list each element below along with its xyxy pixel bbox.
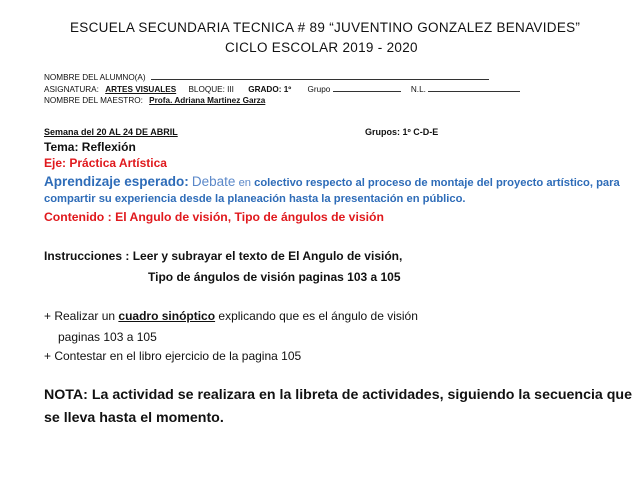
activity-prefix: + Realizar un — [44, 309, 116, 323]
activity-item — [44, 309, 418, 323]
group-label: Grupo — [307, 85, 331, 94]
instructions-line-2: Tipo de ángulos de visión paginas 103 a 105 — [148, 270, 401, 284]
activity-suffix: explicando que es el ángulo de visión — [218, 309, 418, 323]
content-title: Contenido : El Angulo de visión, Tipo de ángulos de visión — [44, 210, 384, 224]
expected-learning-word: Debate — [191, 174, 236, 189]
note-text: La actividad se realizara en la libreta de actividades, siguiendo la secuencia que se lleva hasta el momento. — [44, 387, 632, 426]
student-name-line — [151, 72, 489, 80]
topic-title: Tema: Reflexión — [44, 140, 136, 154]
expected-learning — [44, 174, 624, 207]
week-label: Semana del 20 AL 24 DE ABRIL — [44, 127, 178, 137]
student-name-row — [44, 72, 489, 82]
subject-value: ARTES VISUALES — [105, 85, 177, 94]
note — [44, 384, 634, 430]
subject-row — [44, 84, 520, 94]
activity-pages: paginas 103 a 105 — [58, 330, 157, 344]
instructions-line-1: Instrucciones : Leer y subrayar el texto de El Angulo de visión, — [44, 249, 403, 263]
student-name-label: NOMBRE DEL ALUMNO(A) — [44, 73, 146, 82]
expected-learning-word: en — [238, 177, 252, 189]
grade-label: GRADO: 1º — [248, 85, 292, 94]
nl-label: N.L. — [410, 85, 426, 94]
axis-title: Eje: Práctica Artística — [44, 156, 167, 170]
teacher-label: NOMBRE DEL MAESTRO: — [44, 96, 143, 105]
block-label: BLOQUE: III — [188, 85, 234, 94]
group-line — [333, 84, 401, 92]
school-cycle: CICLO ESCOLAR 2019 - 2020 — [225, 40, 418, 55]
teacher-value: Profa. Adriana Martinez Garza — [149, 96, 266, 105]
school-name: ESCUELA SECUNDARIA TECNICA # 89 “JUVENTINO GONZALEZ BENAVIDES” — [70, 20, 581, 35]
teacher-row — [44, 96, 265, 105]
groups-label: Grupos: 1º C-D-E — [365, 127, 439, 137]
subject-label: ASIGNATURA: — [44, 85, 99, 94]
expected-learning-label: Aprendizaje esperado: — [44, 174, 189, 189]
expected-learning-text: colectivo respecto al proceso de montaje del proyecto artístico, para compartir su experiencia desde la planeación hasta la presentación en público. — [44, 177, 620, 205]
nl-line — [428, 84, 520, 92]
activity-item: + Contestar en el libro ejercicio de la pagina 105 — [44, 349, 302, 363]
activity-keyword: cuadro sinóptico — [118, 309, 216, 323]
note-label: NOTA: — [44, 387, 88, 403]
